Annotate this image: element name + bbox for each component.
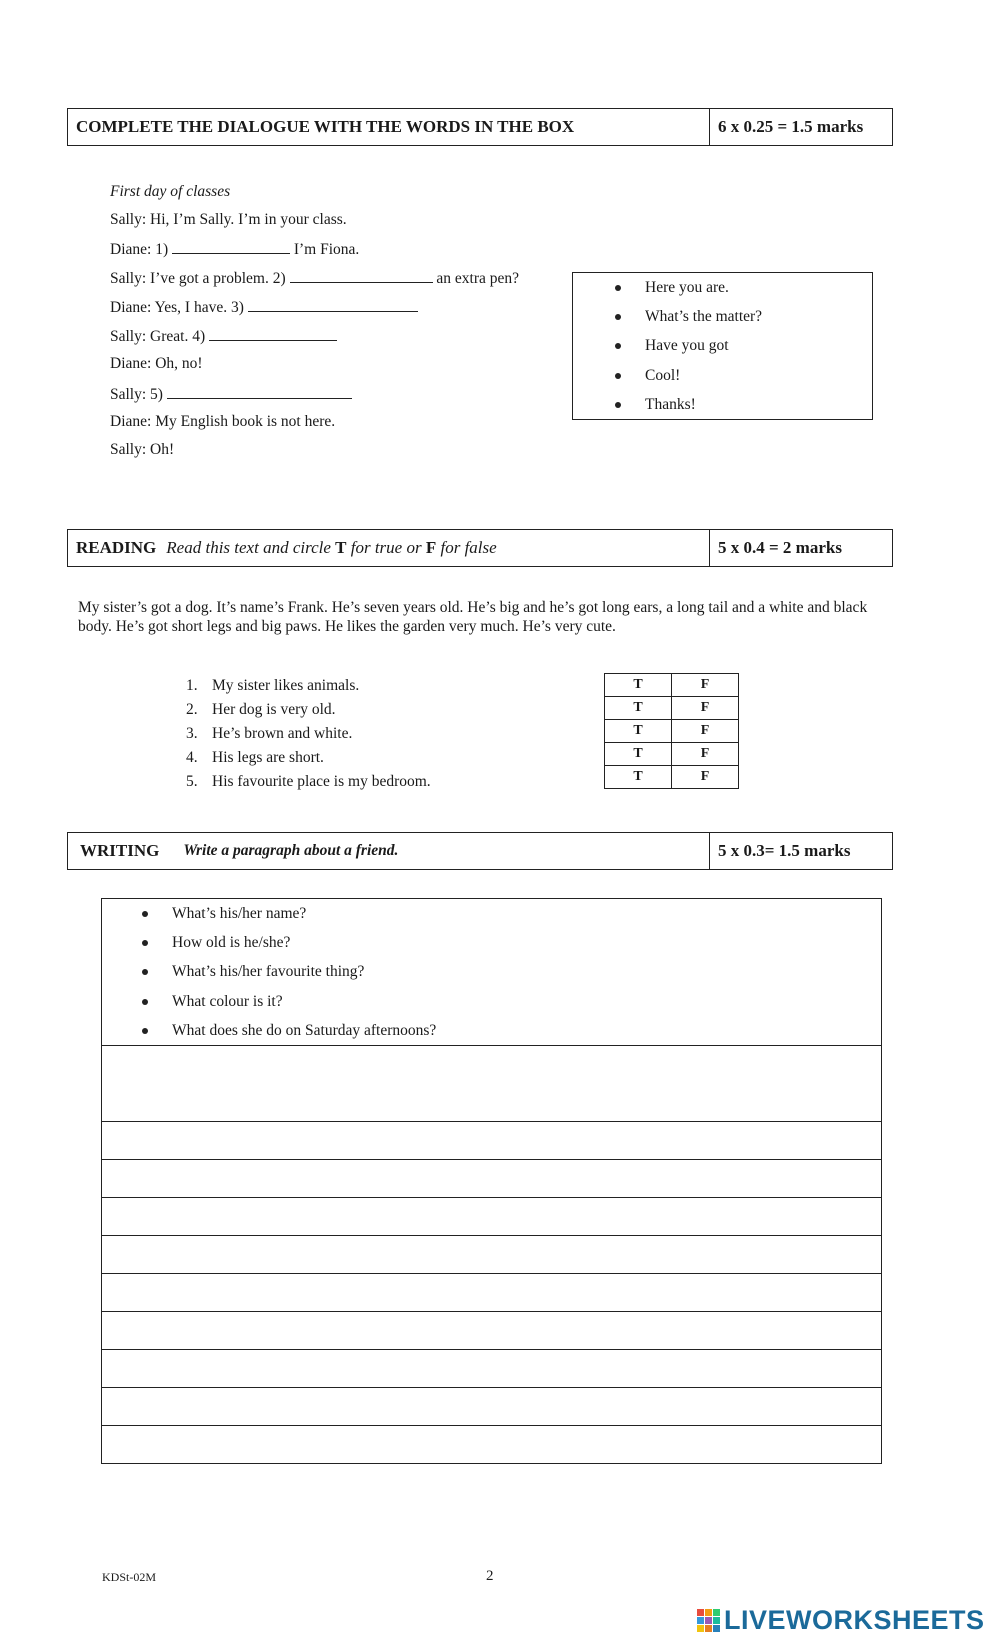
- bullet-icon: [615, 285, 621, 291]
- dialogue-subtitle: First day of classes: [110, 183, 231, 200]
- table-row: [605, 766, 739, 789]
- bullet-icon: [142, 911, 148, 917]
- word-box-item: What’s the matter?: [573, 302, 872, 331]
- writing-prompts: [102, 899, 881, 1046]
- true-false-table: [604, 673, 739, 789]
- bullet-icon: [615, 314, 621, 320]
- true-option[interactable]: T: [605, 720, 672, 743]
- false-option[interactable]: F: [672, 697, 739, 720]
- true-option[interactable]: T: [605, 766, 672, 789]
- statement-item: 2. Her dog is very old.: [186, 701, 336, 718]
- dialogue-section-marks: 6 x 0.25 = 1.5 marks: [718, 117, 864, 136]
- word-box: [572, 272, 873, 420]
- answer-blank-2[interactable]: [290, 268, 433, 283]
- writing-line[interactable]: [102, 1274, 881, 1312]
- answer-blank-1[interactable]: [172, 239, 290, 254]
- writing-line[interactable]: [102, 1388, 881, 1426]
- bullet-icon: [142, 940, 148, 946]
- writing-section-header: [67, 832, 893, 870]
- writing-line[interactable]: [102, 1122, 881, 1160]
- true-option[interactable]: T: [605, 743, 672, 766]
- answer-blank-5[interactable]: [167, 384, 352, 399]
- document-code: KDSt-02M: [102, 1570, 157, 1584]
- reading-section-header: [67, 529, 893, 567]
- writing-section-marks: 5 x 0.3= 1.5 marks: [718, 841, 851, 860]
- writing-box: [101, 898, 882, 1464]
- bullet-icon: [142, 969, 148, 975]
- dialogue-line: Sally: Great. 4): [110, 326, 337, 346]
- writing-line[interactable]: [102, 1236, 881, 1274]
- dialogue-line: Sally: Hi, I’m Sally. I’m in your class.: [110, 211, 347, 228]
- logo-grid-icon: [697, 1609, 720, 1632]
- table-row: [605, 674, 739, 697]
- dialogue-line: Sally: I’ve got a problem. 2) an extra pen?: [110, 270, 519, 287]
- dialogue-line: Diane: 1) I’m Fiona.: [110, 241, 360, 258]
- false-option[interactable]: F: [672, 720, 739, 743]
- reading-passage: My sister’s got a dog. It’s name’s Frank. He’s seven years old. He’s big and he’s got long ears, a long tail and a white and black body. He’s got short legs and big paws. He likes the garden very much. He’s very cute.: [78, 599, 868, 635]
- statement-item: 1. My sister likes animals.: [186, 677, 360, 694]
- liveworksheets-logo[interactable]: [697, 1605, 985, 1636]
- prompt-item: What does she do on Saturday afternoons?: [102, 1016, 881, 1045]
- word-box-item: Thanks!: [573, 390, 872, 419]
- reading-section-title: READING Read this text and circle T for true or F for false: [68, 530, 710, 566]
- writing-line[interactable]: [102, 1198, 881, 1236]
- dialogue-section-title: COMPLETE THE DIALOGUE WITH THE WORDS IN THE BOX: [68, 109, 710, 145]
- word-box-item: Here you are.: [573, 273, 872, 302]
- table-row: [605, 743, 739, 766]
- dialogue-section-header: [67, 108, 893, 146]
- bullet-icon: [142, 1028, 148, 1034]
- writing-line[interactable]: [102, 1046, 881, 1122]
- answer-blank-3[interactable]: [248, 297, 418, 312]
- bullet-icon: [615, 402, 621, 408]
- writing-section-title: WRITING Write a paragraph about a friend.: [68, 833, 710, 869]
- bullet-icon: [615, 373, 621, 379]
- answer-blank-4[interactable]: [209, 326, 337, 341]
- bullet-icon: [615, 343, 621, 349]
- false-option[interactable]: F: [672, 743, 739, 766]
- writing-line[interactable]: [102, 1312, 881, 1350]
- table-row: [605, 697, 739, 720]
- prompt-item: What’s his/her name?: [102, 899, 881, 928]
- writing-line[interactable]: [102, 1350, 881, 1388]
- statement-list: [186, 674, 431, 794]
- prompt-item: How old is he/she?: [102, 928, 881, 957]
- bullet-icon: [142, 999, 148, 1005]
- dialogue-line: Diane: Oh, no!: [110, 355, 203, 372]
- reading-section-marks: 5 x 0.4 = 2 marks: [718, 538, 842, 557]
- false-option[interactable]: F: [672, 766, 739, 789]
- logo-text: LIVEWORKSHEETS: [724, 1605, 985, 1635]
- word-box-item: Cool!: [573, 361, 872, 390]
- statement-item: 3. He’s brown and white.: [186, 725, 353, 742]
- prompt-item: What’s his/her favourite thing?: [102, 958, 881, 987]
- writing-line[interactable]: [102, 1160, 881, 1198]
- dialogue-line: Sally: 5): [110, 384, 352, 404]
- word-box-item: Have you got: [573, 332, 872, 361]
- false-option[interactable]: F: [672, 674, 739, 697]
- true-option[interactable]: T: [605, 697, 672, 720]
- writing-line[interactable]: [102, 1426, 881, 1463]
- dialogue-line: Diane: Yes, I have. 3): [110, 297, 418, 317]
- table-row: [605, 720, 739, 743]
- statement-item: 4. His legs are short.: [186, 749, 324, 766]
- prompt-item: What colour is it?: [102, 987, 881, 1016]
- true-option[interactable]: T: [605, 674, 672, 697]
- statement-item: 5. His favourite place is my bedroom.: [186, 773, 431, 790]
- dialogue-line: Diane: My English book is not here.: [110, 413, 336, 430]
- dialogue-line: Sally: Oh!: [110, 441, 175, 458]
- page-number: 2: [486, 1568, 494, 1584]
